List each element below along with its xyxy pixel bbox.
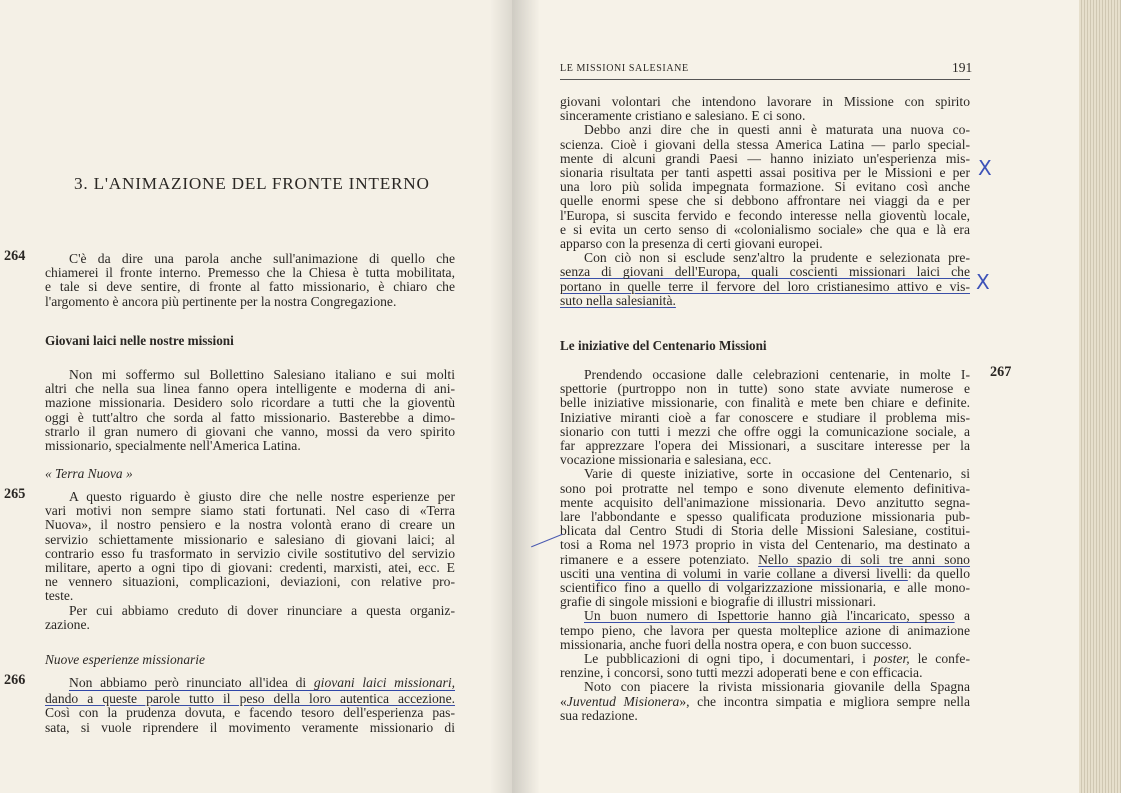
text-line — [560, 609, 970, 623]
text-line: scienza. Cioè i giovani della stessa America Latina — parlo special- — [560, 136, 970, 152]
header-rule — [560, 79, 970, 80]
text-line: Non mi soffermo sul Bollettino Salesiano italiano e sui molti — [69, 367, 455, 382]
text-line-underlined — [45, 676, 455, 692]
text-line: mazione missionaria. Desidero solo ricordare a tutti che la gioventù — [45, 395, 455, 411]
text-line — [560, 695, 970, 709]
text-run: rimanere e a essere potenziato. — [560, 551, 759, 567]
text-line: renzine, i concorsi, sono tutti mezzi adoperati bene e con efficacia. — [560, 665, 923, 681]
text-line: militare, aperto a ogni tipo di giovani: credenti, marxisti, atei, ecc. E — [45, 560, 455, 576]
pen-underlined-text: Nello spazio di soli tre anni sono — [758, 551, 970, 567]
text-line: grafie di singole missioni e biografie di illustri missionari. — [560, 594, 877, 610]
pen-underlined-text: portano in quelle terre il fervore del loro cristianesimo attivo e vis- — [560, 278, 970, 294]
intro-paragraph — [45, 252, 455, 309]
text-line: Noto con piacere la rivista missionaria giovanile della Spagna — [584, 679, 970, 695]
section-title-giovani-laici: Giovani laici nelle nostre missioni — [45, 333, 234, 348]
text-line: sua redazione. — [560, 707, 638, 723]
text-line: A questo riguardo è giusto dire che nelle nostre esperienze per — [69, 489, 455, 504]
page-gutter-shadow — [512, 0, 540, 793]
text-line: chiamerei il fronte interno. Premesso che la Chiesa è tutta mobilitata, — [45, 265, 455, 281]
text-line: servizio schiettamente missionario e salesiano di giovani laici; al — [45, 531, 455, 547]
text-line: vari motivi non sempre siamo stati fortunati. Nel caso di «Terra — [45, 503, 455, 519]
text-line — [560, 652, 970, 666]
text-line: una loro più solida impegnata formazione. Si evitano così anche — [560, 179, 970, 195]
margin-number-267: 267 — [990, 364, 1012, 380]
text-line: oggi è tutt'altro che sorda al fatto missionario. Basterebbe a dimo- — [45, 409, 455, 425]
text-line: far apprezzare l'opera dei Missionari, a suscitare interesse per la — [560, 438, 970, 454]
text-run: a — [954, 608, 970, 624]
chapter-heading: 3. L'ANIMAZIONE DEL FRONTE INTERNO — [74, 174, 430, 193]
pen-cross-mark: X — [978, 156, 992, 180]
text-line: tosi a Roma nel 1973 proprio in vista del Centenario, ma destinato a — [560, 537, 970, 553]
pen-underlined-text: senza di giovani dell'Europa, quali coscienti missionari laici che — [560, 264, 970, 280]
text-line: strarlo il gran numero di giovani che vanno, mossi da vero spirito — [45, 423, 455, 439]
text-line — [560, 553, 970, 567]
text-line: blicata dal Centro Studi di Storia delle Missioni Salesiane, costitui- — [560, 523, 970, 539]
pen-underlined-italic-text: giovani laici missionari, — [313, 675, 455, 690]
text-line-underlined — [560, 294, 970, 308]
text-line-underlined — [560, 280, 970, 294]
text-line: contrario esso fu trasformato in servizio civile sostitutivo del servizio — [45, 545, 455, 561]
text-line: spettorie (purtroppo non in tutte) sono state avviate numerose e — [560, 381, 970, 397]
italic-text: Juventud Misionera — [566, 693, 680, 709]
text-line: lare l'abbondante e spesso qualificata produzione missionaria pub- — [560, 509, 970, 525]
text-line: teste. — [45, 588, 74, 604]
margin-number-264: 264 — [4, 248, 26, 264]
text-line: mente acquisito dell'animazione missionaria. Devo anzitutto segna- — [560, 494, 970, 510]
terra-nuova-paragraph — [45, 490, 455, 632]
text-line: C'è da dire una parola anche sull'animazione di quello che — [69, 251, 455, 266]
text-line: Con ciò non si esclude senz'altro la prudente e selezionata pre- — [584, 250, 970, 266]
text-line: giovani volontari che intendono lavorare in Missione con spirito — [560, 94, 970, 109]
text-line-underlined — [560, 265, 970, 279]
page-gutter-shadow — [490, 0, 512, 793]
pen-underlined-text: Non abbiamo però rinunciato all'idea di — [69, 675, 314, 690]
nuove-esperienze-paragraph — [45, 676, 455, 735]
pen-cross-mark: X — [976, 270, 990, 294]
margin-number-266: 266 — [4, 672, 26, 688]
text-line: l'argomento è ancora più pertinente per la nostra Congregazione. — [45, 293, 397, 309]
text-line: Prendendo occasione dalle celebrazioni centenarie, in molte I- — [584, 367, 970, 382]
pen-underlined-text: Un buon numero di Ispettorie hanno già l'incaricato, spesso — [584, 608, 955, 624]
text-line: sata, si vuole riprendere il movimento veramente missionario di — [45, 719, 455, 735]
text-line: l'Europa, si suscita fervido e fecondo interesse nella gioventù locale, — [560, 207, 970, 223]
text-line: sionaria risultata per tanti aspetti assai positiva per le Missioni e per — [560, 165, 970, 181]
italic-text: poster, — [873, 651, 910, 667]
left-page — [0, 0, 512, 793]
text-run: « — [560, 693, 567, 709]
text-line: Debbo anzi dire che in questi anni è maturata una nuova co- — [584, 122, 970, 138]
text-line: ne vennero situazioni, complicazioni, deviazioni, con relative pro- — [45, 574, 455, 590]
giovani-laici-paragraph — [45, 368, 455, 453]
text-line: sionario con tutti i mezzi che offre oggi la comunicazione sociale, a — [560, 423, 970, 439]
subtitle-nuove-esperienze: Nuove esperienze missionarie — [45, 652, 205, 667]
section-title-iniziative-centenario: Le iniziative del Centenario Missioni — [560, 338, 767, 353]
text-line: mente di alcuni grandi Paesi — hanno iniziato un'esperienza mis- — [560, 150, 970, 166]
text-line: e si evita un certo senso di «colonialismo sociale» che qua e là era — [560, 221, 970, 237]
text-line: sinceramente cristiano e salesiano. E ci sono. — [560, 108, 806, 124]
text-line: altri che nella sua linea fanno opera intelligente e moderna di ani- — [45, 381, 455, 397]
text-run: le confe- — [909, 651, 970, 667]
subtitle-terra-nuova: « Terra Nuova » — [45, 466, 133, 481]
margin-number-265: 265 — [4, 486, 26, 502]
running-head: LE MISSIONI SALESIANE — [560, 63, 689, 74]
text-line: belle iniziative missionarie, con finalità e mete ben chiare e definite. — [560, 395, 970, 411]
book-page-edges — [1079, 0, 1121, 793]
text-line: zazione. — [45, 616, 90, 632]
text-line: e tale si deve sentire, di fronte al fatto missionario, è chiaro che — [45, 279, 455, 295]
text-line — [560, 567, 970, 581]
page-number: 191 — [952, 60, 973, 75]
pen-underlined-text: dando a queste parole tutto il peso della loro autentica accezione. — [45, 691, 455, 707]
pen-underlined-text: una ventina di volumi in varie collane a diversi livelli — [595, 565, 908, 581]
text-line: scientifico fino a quello di volgarizzazione missionaria, e alle mono- — [560, 580, 970, 596]
text-line: vocazione missionaria e salesiana, ecc. — [560, 452, 772, 468]
text-line: quelle enormi spese che si debbono affrontare nei viaggi da e per — [560, 193, 970, 209]
text-line: apparso con la presenza di certi giovani europei. — [560, 236, 823, 252]
text-line: missionario, specialmente nell'America Latina. — [45, 438, 301, 454]
text-line: Per cui abbiamo creduto di dover rinunciare a questa organiz- — [69, 602, 455, 618]
text-line: Così con la prudenza dovuta, e facendo tesoro dell'esperienza pas- — [45, 705, 455, 721]
text-line: missionaria, anche fuori della nostra opera, e con buon successo. — [560, 636, 912, 652]
text-run: Le pubblicazioni di ogni tipo, i documentari, i — [584, 651, 874, 667]
text-line: Varie di queste iniziative, sorte in occasione del Centenario, si — [584, 466, 970, 482]
pen-underlined-text: suto nella salesianità. — [560, 292, 676, 308]
right-page — [512, 0, 1121, 793]
text-line-underlined — [45, 692, 455, 706]
continuation-paragraph — [560, 95, 970, 308]
iniziative-paragraph — [560, 368, 970, 723]
text-line: Iniziative miranti cioè a far conoscere e studiare il problema mis- — [560, 409, 970, 425]
text-line: Nuova», il nostro pensiero e la nostra volontà erano di creare un — [45, 517, 455, 533]
text-run: : da quello — [907, 565, 970, 581]
text-line: tempo pieno, che lavora per questa molteplice azione di animazione — [560, 622, 970, 638]
text-run: », che incontra simpatia e migliora sempre nella — [679, 693, 970, 709]
text-run: usciti — [560, 565, 596, 581]
text-line: sono poi protratte nel tempo e sono divenute elemento definitiva- — [560, 480, 970, 496]
